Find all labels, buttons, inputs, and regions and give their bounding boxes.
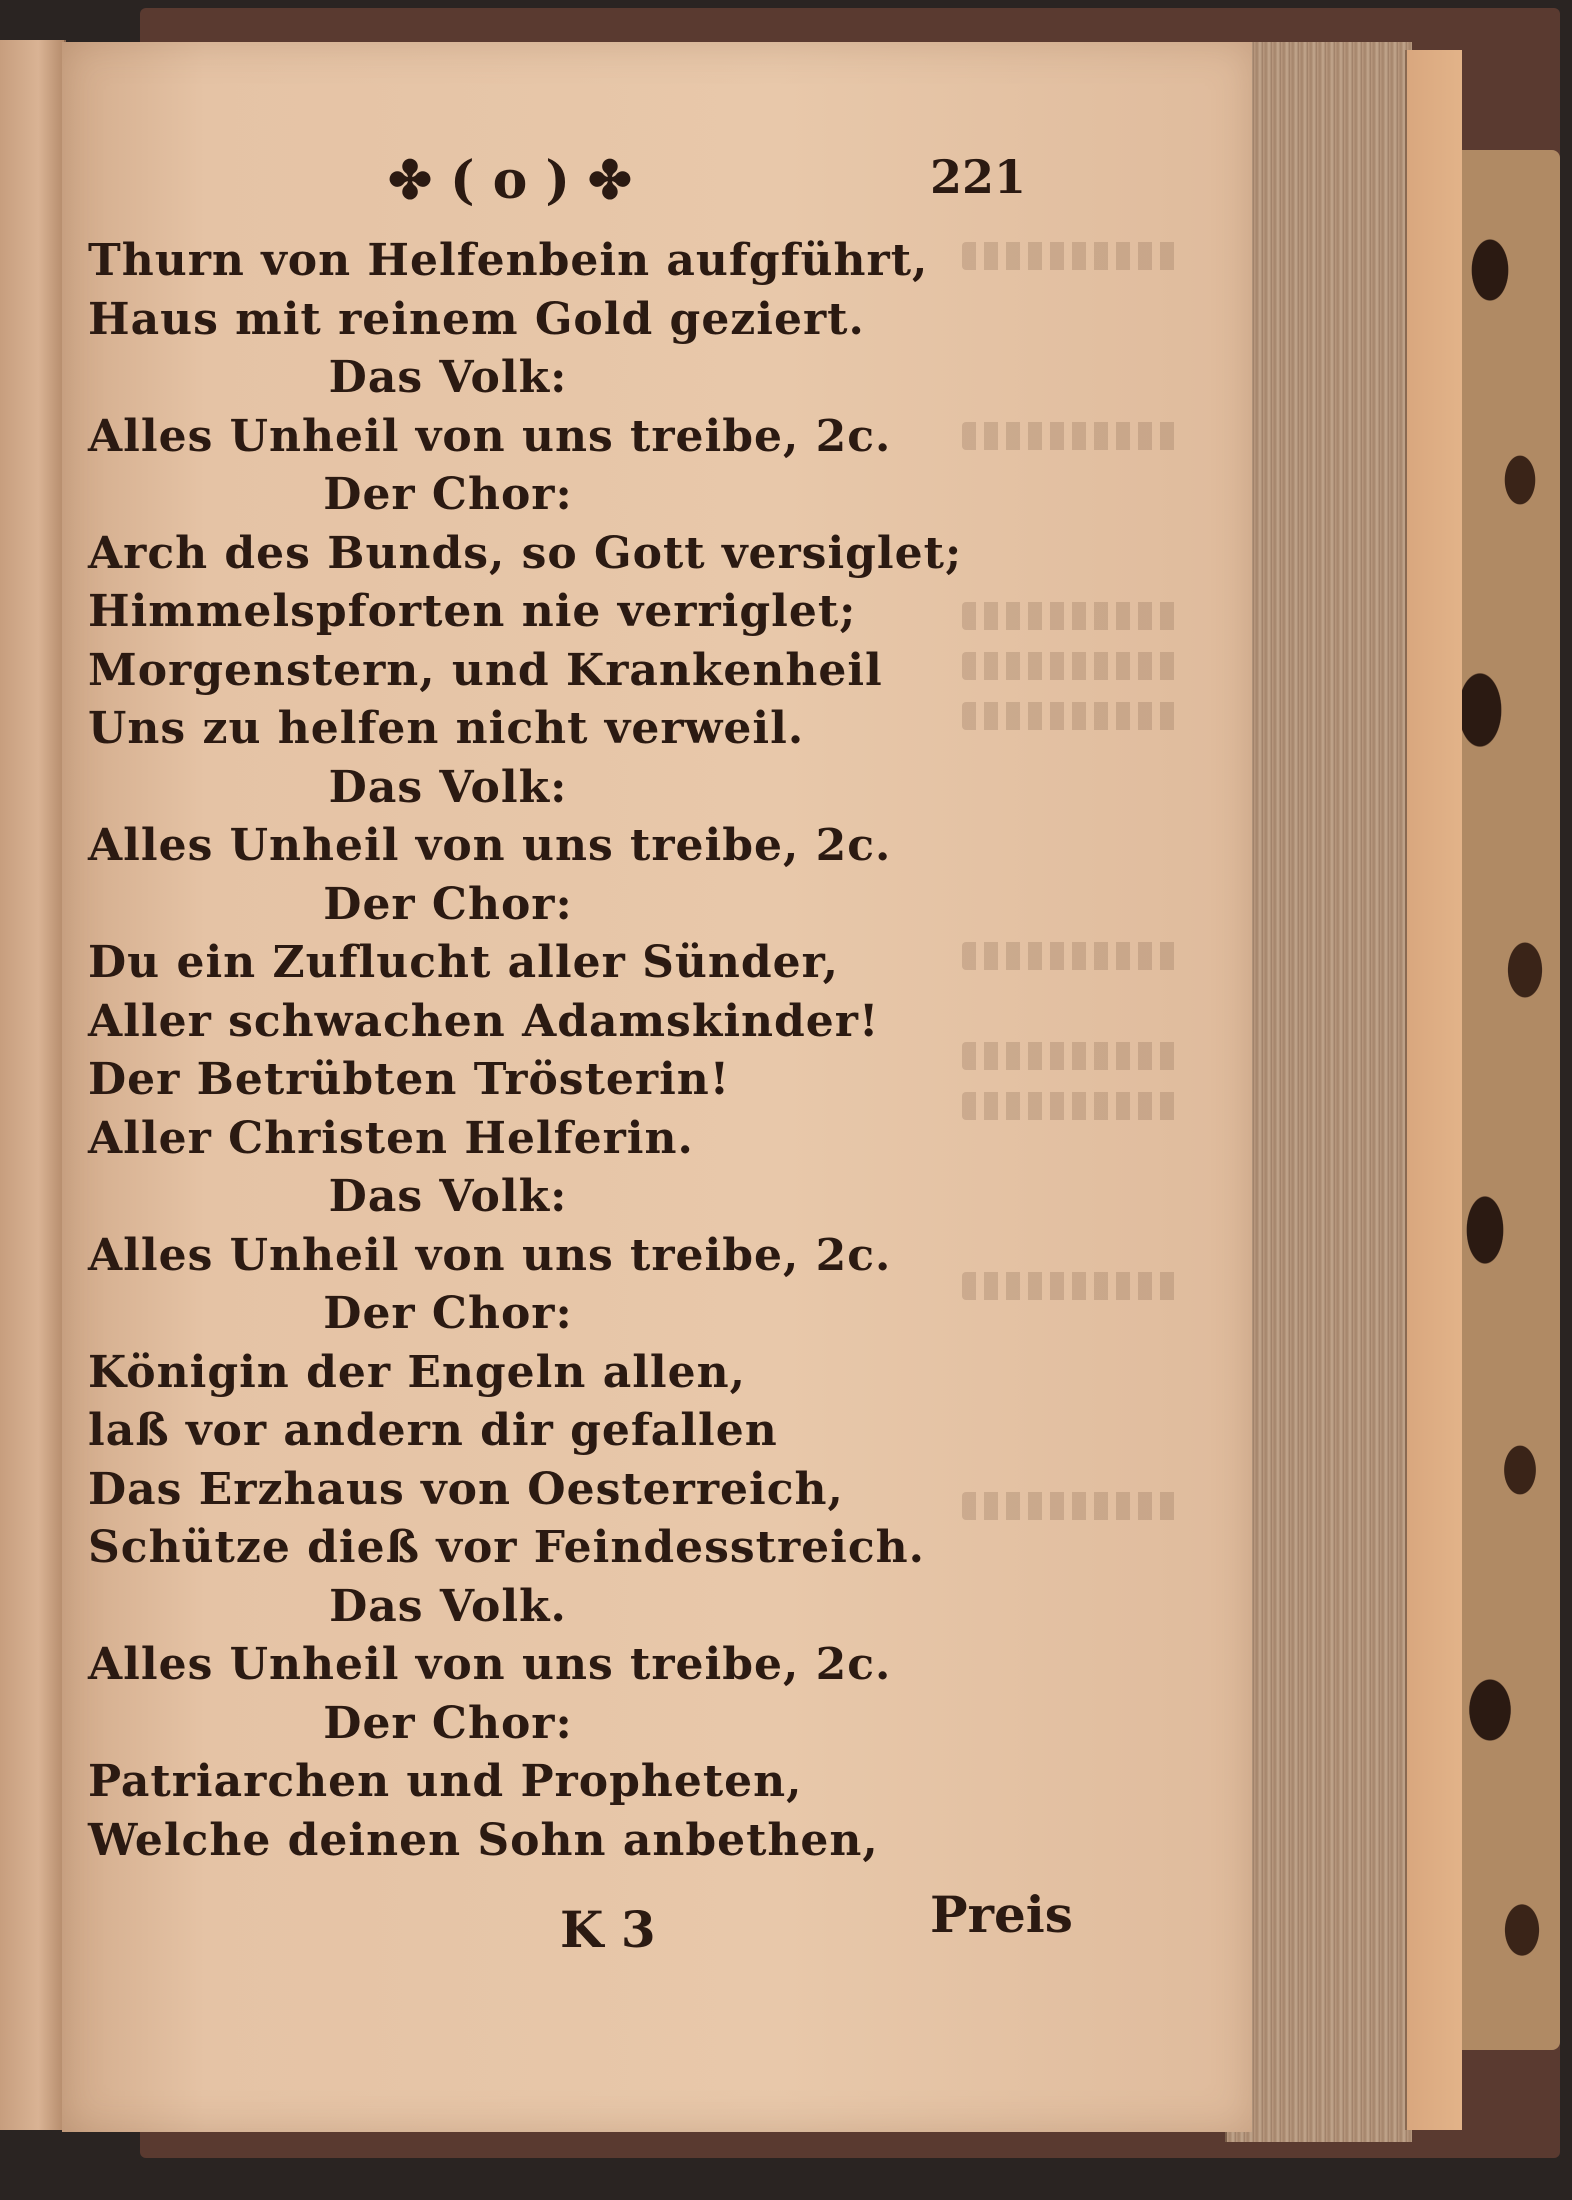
text-line: Welche deinen Sohn anbethen, [88,1814,879,1866]
text-line: Haus mit reinem Gold geziert. [88,293,865,345]
text-line: Der Betrübten Trösterin! [88,1054,731,1105]
text-line: Königin der Engeln allen, [88,1346,746,1398]
text-line: Uns zu helfen nicht verweil. [88,703,805,754]
left-page-edge [0,40,66,2130]
text-line: Schütze dieß vor Feindesstreich. [88,1522,925,1573]
text-line: Aller Christen Helferin. [88,1112,694,1164]
bleed-through [962,1272,1182,1300]
speaker-heading: Der Chor: [323,1697,573,1749]
text-line: Du ein Zuflucht aller Sünder, [88,937,839,988]
running-header: ✤ ( o ) ✤ [388,150,632,211]
bleed-through [962,1042,1182,1070]
speaker-heading: Das Volk: [328,1171,568,1222]
bleed-through [962,1492,1182,1520]
speaker-heading: Das Volk: [328,761,568,813]
text-line: Alles Unheil von uns treibe, 2c. [88,1639,892,1690]
speaker-heading: Der Chor: [323,469,573,520]
bleed-through [962,652,1182,680]
text-line: Alles Unheil von uns treibe, 2c. [88,410,892,462]
bleed-through [962,702,1182,730]
text-line: Patriarchen und Propheten, [88,1756,803,1807]
endpaper-edge [1405,50,1462,2130]
text-line: Das Erzhaus von Oesterreich, [88,1463,844,1515]
text-line: Aller schwachen Adamskinder! [88,995,880,1047]
page-number: 221 [930,150,1027,204]
bleed-through [962,1092,1182,1120]
cover-foxing [1450,150,1560,2050]
speaker-heading: Der Chor: [323,878,573,930]
bleed-through [962,242,1182,270]
text-line: Morgenstern, und Krankenheil [88,644,883,696]
speaker-heading: Das Volk: [328,352,568,403]
text-line: Alles Unheil von uns treibe, 2c. [88,820,892,871]
text-line: Thurn von Helfenbein aufgführt, [88,235,929,286]
text-line: Arch des Bunds, so Gott versiglet; [88,527,963,579]
speaker-heading: Das Volk. [329,1580,567,1632]
bleed-through [962,422,1182,450]
page-block-edge [1225,42,1412,2142]
bleed-through [962,602,1182,630]
bleed-through [962,942,1182,970]
text-line: laß vor andern dir gefallen [88,1405,778,1456]
signature-mark: K 3 [560,1900,656,1959]
catchword: Preis [930,1885,1073,1944]
text-line: Alles Unheil von uns treibe, 2c. [88,1229,892,1281]
text-line: Himmelspforten nie verriglet; [88,586,857,637]
speaker-heading: Der Chor: [323,1288,573,1339]
